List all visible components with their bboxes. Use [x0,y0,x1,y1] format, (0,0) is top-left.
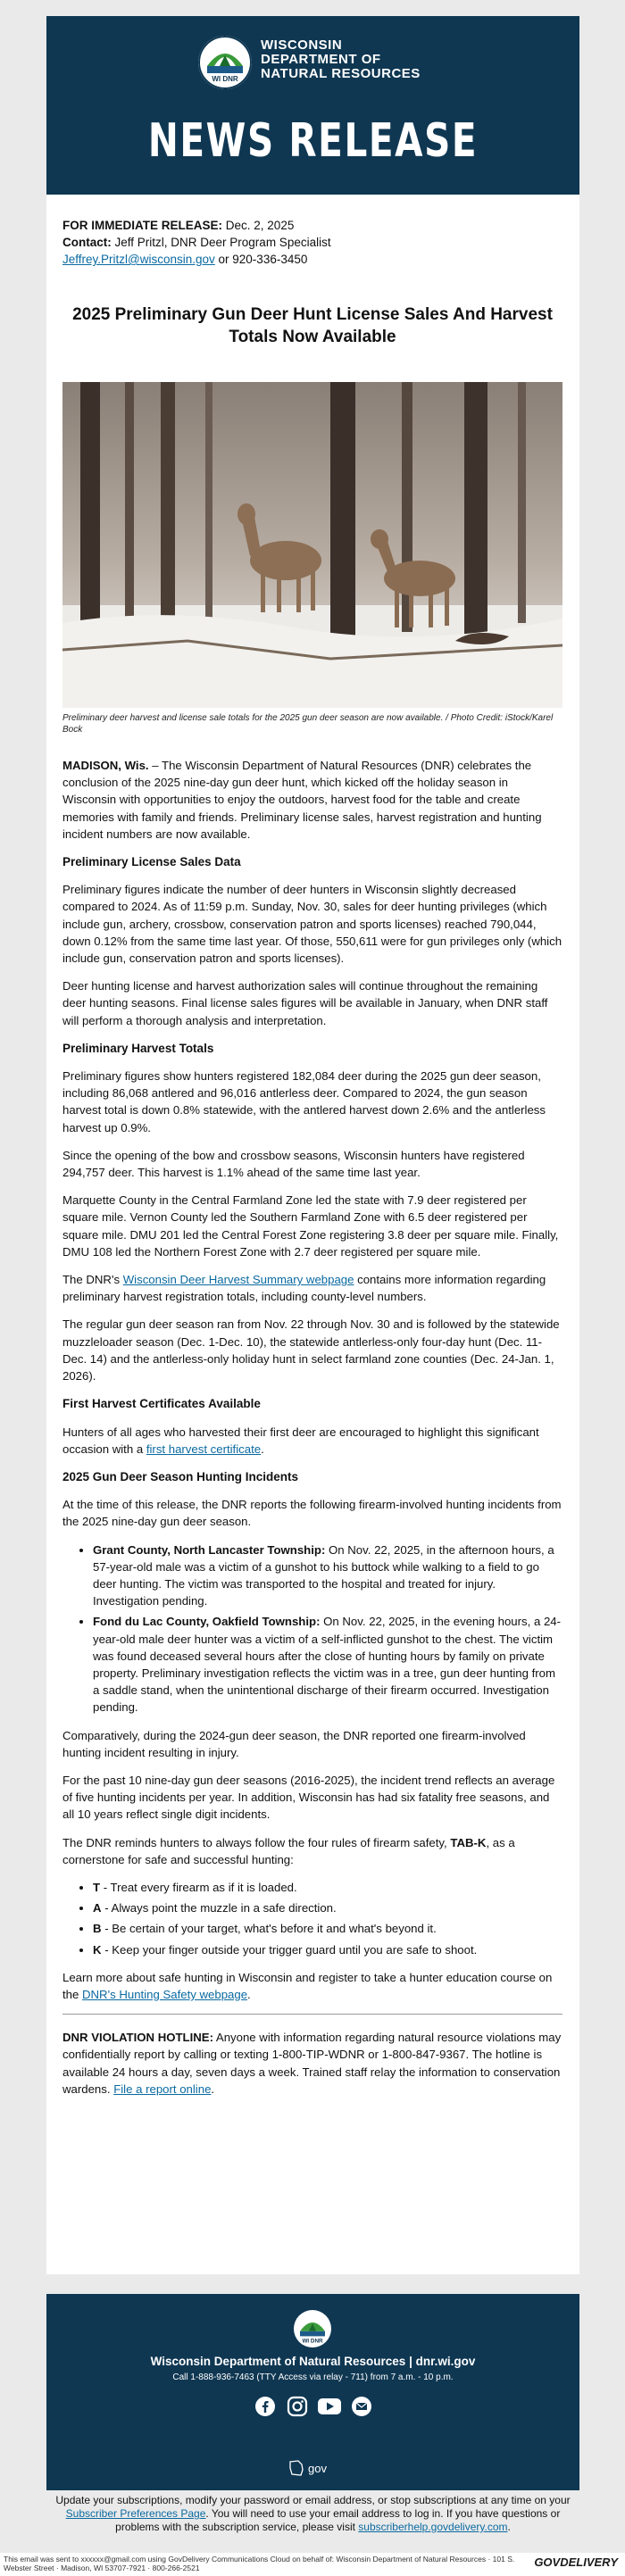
subscription-line-3: . [507,2521,511,2533]
tabk-paragraph [62,1834,562,1868]
youtube-icon[interactable] [318,2395,341,2418]
headline: 2025 Preliminary Gun Deer Hunt License Sales And Harvest Totals Now Available [72,305,553,346]
dnr-logo-icon [198,36,252,89]
tabk-post: , as a cornerstone for safe and successful hunting: [62,1835,515,1866]
incident-2-text: On Nov. 22, 2025, in the evening hours, a 24-year-old male deer hunter was a victim of a self-inflicted gunshot to the chest. The victim was found deceased several hours after the close of hunting hours by family on private property. Preliminary investigation reflects the victim was in a tree, gun deer hunting from a saddle stand, when the unintentional discharge of their firearm occurred. Investigation pending. [93,1615,562,1715]
rule-item [93,1941,562,1958]
gov-logo-text: gov [308,2461,327,2475]
release-label: FOR IMMEDIATE RELEASE: [62,219,223,232]
learn-pre: Learn more about safe hunting in Wisconsin and register to take a hunter education course on the [62,1970,553,2001]
header-banner [46,16,579,195]
footer [46,2294,579,2450]
deer-photo [62,382,562,708]
heading-harvest: Preliminary Harvest Totals [62,1041,214,1055]
harvest4-post: contains more information regarding preliminary harvest registration totals, including county-level numbers. [62,1273,546,1304]
agency-name [261,38,421,81]
first-pre: Hunters of all ages who harvested their first deer are encouraged to highlight this significant occasion with a [62,1425,539,1456]
govdelivery-band [46,2450,579,2490]
violation-text: Anyone with information regarding natural resource violations may confidentially report by calling or texting 1-800-TIP-WDNR or 1-800-847-9367. The hotline is available 24 hours a day, seven days a week. Trained staff relay the information to conservation wardens. [62,2031,562,2096]
tabk-rules-list [62,1879,562,1958]
divider [62,2014,562,2015]
tabk-bold: TAB-K [450,1835,487,1849]
harvest-paragraph-1: Preliminary figures show hunters registered 182,084 deer during the 2025 gun deer season, including 86,068 antlered and 96,016 antlerless deer. Compared to 2024, the gun season harvest total is down 0.8% statewide, with the antlered harvest down 2.6% and the antlerless harvest up 0.9%. [62,1069,546,1134]
incident-1-text: On Nov. 22, 2025, in the afternoon hours, a 57-year-old male was a victim of a gunshot to his buttock while walking to a field to go deer hunting. The victim was transported to the hospital and treated for injury. Investigation pending. [93,1542,554,1608]
learn-post: . [247,1987,251,2001]
rule-text: - Be certain of your target, what's before it and what's beyond it. [101,1922,437,1936]
contact-email-link[interactable]: Jeffrey.Pritzl@wisconsin.gov [62,253,215,266]
rule-letter: T [93,1880,101,1894]
first-harvest-paragraph [62,1424,562,1458]
article-body [62,757,562,2108]
compare-paragraph: Comparatively, during the 2024-gun deer season, the DNR reported one firearm-involved hunting incident resulting in injury. [62,1728,526,1759]
intro-text: – The Wisconsin Department of Natural Resources (DNR) celebrates the conclusion of the 2025 nine-day gun deer hunt, which kicked off the holiday season in Wisconsin with opportunities to enjoy the outdoors, harvest food for the table and create memories with family and friends. Preliminary license sales, harvest registration and hunting incident numbers are now available. [62,759,542,841]
file-report-link[interactable]: File a report online [113,2082,212,2096]
photo-caption: Preliminary deer harvest and license sale totals for the 2025 gun deer season are now available. / Photo Credit: iStock/Karel Bock [62,713,554,735]
contact-phone: or 920-336-3450 [218,253,308,266]
footer-subtitle: Call 1-888-936-7463 (TTY Access via relay - 711) from 7 a.m. - 10 p.m. [172,2372,454,2382]
facebook-icon[interactable] [254,2395,277,2418]
agency-line-2: DEPARTMENT OF [261,52,381,67]
footer-logo-text: WI DNR [302,2338,323,2345]
violation-post: . [211,2082,215,2096]
incident-1-place: Grant County, North Lancaster Township: [93,1542,326,1557]
heading-license: Preliminary License Sales Data [62,855,241,869]
incidents-paragraph: At the time of this release, the DNR reports the following firearm-involved hunting incidents from the 2025 nine-day gun deer season. [62,1498,562,1529]
contact-name: Jeff Pritzl, DNR Deer Program Specialist [114,236,331,249]
bottom-disclaimer: This email was sent to xxxxxx@gmail.com using GovDelivery Communications Cloud on behalf of: Wisconsin Department of Natural Resources · 101 S. Webster Street · Madison, WI 53707-7921 · 800-266-2521 [4,2555,515,2572]
rule-item [93,1899,562,1916]
rule-text: - Keep your finger outside your trigger guard until you are safe to shoot. [101,1942,478,1957]
subscription-line-2: . You will need to use your email address to log in. If you have questions or problems with the subscription service, please visit [115,2507,561,2533]
footer-dnr-logo-icon [294,2310,331,2347]
wisconsin-state-icon [288,2459,305,2477]
incident-list [62,1541,562,1716]
govdelivery-brand: GOVDELIVERY [534,2555,618,2569]
rule-text: - Always point the muzzle in a safe direction. [101,1901,337,1915]
agency-line-3: NATURAL RESOURCES [261,66,421,81]
release-meta [62,217,562,268]
incident-item [93,1613,562,1716]
incident-item [93,1541,562,1610]
harvest-paragraph-2: Since the opening of the bow and crossbow seasons, Wisconsin hunters have registered 294,757 deer. This harvest is 1.1% ahead of the same time last year. [62,1148,525,1180]
logo-text: WI DNR [212,75,238,83]
social-icons [46,2395,579,2418]
agency-line-1: WISCONSIN [261,37,343,53]
rule-item [93,1879,562,1896]
rule-letter: K [93,1942,102,1957]
rule-text: - Treat every firearm as if it is loaded. [100,1880,297,1894]
license-paragraph-2: Deer hunting license and harvest authorization sales will continue throughout the remaining deer hunting seasons. Final license sales figures will be available in January, when DNR staff will perform a thorough analysis and interpretation. [62,979,548,1027]
incident-2-place: Fond du Lac County, Oakfield Township: [93,1615,321,1629]
email-icon[interactable] [350,2395,373,2418]
license-paragraph-1: Preliminary figures indicate the number of deer hunters in Wisconsin slightly decreased compared to 2024. As of 11:59 p.m. Sunday, Nov. 30, sales for deer hunting privileges (which include gun, archery, crossbow, conservation patron and sports licenses) reached 790,044, down 0.12% from the same time last year. Of those, 550,611 were for gun privileges only (which include gun, conservation patron and sports licenses). [62,883,562,966]
first-harvest-certificate-link[interactable]: first harvest certificate [146,1442,262,1456]
email-card [46,16,579,2274]
rule-item [93,1920,562,1937]
instagram-icon[interactable] [286,2395,309,2418]
trend-paragraph: For the past 10 nine-day gun deer seasons (2016-2025), the incident trend reflects an average of five hunting incidents per year. In addition, Wisconsin has had six fatality free seasons, and all 10 years reflect single digit incidents. [62,1773,555,1822]
harvest-paragraph-3: Marquette County in the Central Farmland Zone led the state with 7.9 deer registered per square mile. Vernon County led the Southern Farmland Zone with 6.5 deer registered per square mile. DMU 201 led the Central Forest Zone registering 3.8 deer per square mile. Finally, DMU 108 led the Northern Forest Zone with 2.7 deer registered per square mile. [62,1193,559,1259]
harvest4-pre: The DNR's [62,1273,123,1287]
violation-label: DNR VIOLATION HOTLINE: [62,2031,213,2045]
violation-paragraph [62,2029,562,2098]
news-release-title: NEWS RELEASE [147,114,479,168]
subscription-notice [46,2494,579,2534]
intro-paragraph [62,757,562,843]
gov-logo [288,2459,327,2477]
hunting-safety-link[interactable]: DNR's Hunting Safety webpage [82,1987,248,2001]
rule-letter: B [93,1922,102,1936]
harvest-summary-link[interactable]: Wisconsin Deer Harvest Summary webpage [122,1273,354,1287]
heading-incidents: 2025 Gun Deer Season Hunting Incidents [62,1469,299,1483]
release-date: Dec. 2, 2025 [225,219,295,232]
bottom-bar [0,2553,625,2576]
tabk-pre: The DNR reminds hunters to always follow the four rules of firearm safety, [62,1835,451,1849]
subscriber-help-link[interactable]: subscriberhelp.govdelivery.com [358,2521,508,2533]
subscriber-preferences-link[interactable]: Subscriber Preferences Page [65,2507,206,2520]
harvest-paragraph-4 [62,1271,562,1305]
subscription-line-1: Update your subscriptions, modify your password or email address, or stop subscriptions at any time on your [55,2494,571,2506]
learn-paragraph [62,1969,562,2003]
heading-first-harvest: First Harvest Certificates Available [62,1397,261,1411]
harvest-paragraph-5: The regular gun deer season ran from Nov. 22 through Nov. 30 and is followed by the statewide muzzleloader season (Dec. 1-Dec. 10), the statewide antlerless-only four-day hunt (Dec. 11-Dec. 14) and the antlerless-only holiday hunt in select farmland zone counties (Dec. 24-Jan. 1, 2026). [62,1317,560,1384]
first-post: . [261,1442,264,1456]
contact-label: Contact: [62,236,112,249]
rule-letter: A [93,1901,102,1915]
dateline: MADISON, Wis. [62,759,149,772]
footer-title: Wisconsin Department of Natural Resources | dnr.wi.gov [150,2355,476,2368]
